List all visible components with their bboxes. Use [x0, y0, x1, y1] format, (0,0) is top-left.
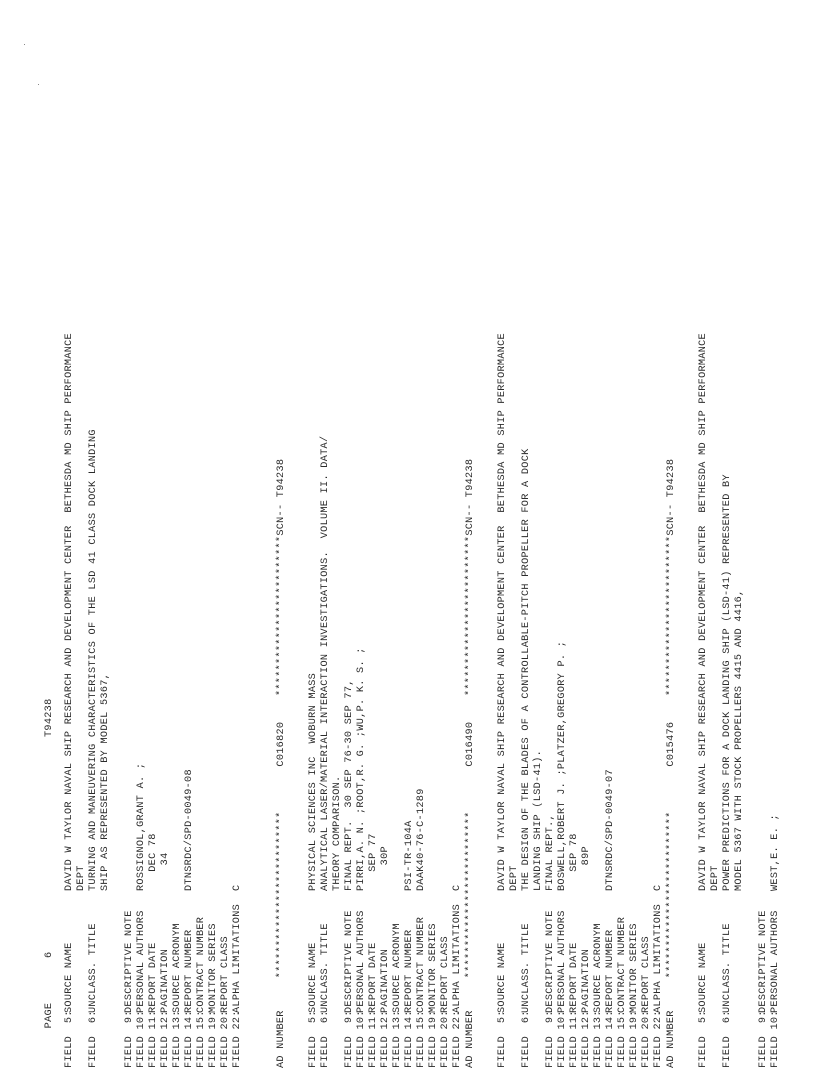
field-value: DEPT [710, 865, 721, 891]
field-name: CONTRACT NUMBER [196, 916, 207, 1013]
page-label: PAGE [44, 1002, 55, 1029]
field-number: FIELD 5: [497, 1010, 508, 1068]
field-name: REPORT NUMBER [404, 929, 415, 1013]
field-value: LANDING SHIP (LSD-41). [533, 749, 544, 891]
field-value: C [653, 884, 664, 891]
field-name: UNCLASS. TITLE [722, 923, 733, 1013]
ad-number-separator: AD NUMBER ************************** C015476 *************************SCN-- T94238 [666, 458, 677, 1068]
field-number: FIELD 22: [653, 1010, 664, 1068]
field-name: SOURCE ACRONYM [593, 923, 604, 1013]
field-value: SEP 78 [569, 833, 580, 891]
field-name: DESCRIPTIVE NOTE [344, 910, 355, 1013]
field-number: FIELD 6: [88, 1010, 99, 1068]
field-value: C [232, 884, 243, 891]
field-value: THE DESIGN OF THE BLADES OF A CONTROLLABLE-PITCH PROPELLER FOR A DOCK [521, 448, 532, 891]
field-value: THEORY COMPARISON. [332, 775, 343, 891]
field-name: SOURCE NAME [698, 942, 709, 1013]
field-value: C [452, 884, 463, 891]
field-name: UNCLASS. TITLE [521, 923, 532, 1013]
field-value: DAAK40-76-C-1289 [416, 788, 427, 891]
field-name: REPORT DATE [368, 942, 379, 1013]
field-value: PHYSICAL SCIENCES INC WOBURN MASS [308, 672, 319, 891]
field-name: REPORT NUMBER [184, 929, 195, 1013]
field-name: SOURCE NAME [308, 942, 319, 1013]
field-number: FIELD 11: [569, 1010, 580, 1068]
field-name: REPORT NUMBER [605, 929, 616, 1013]
scan-speck [24, 44, 25, 45]
field-value: POWER PREDICTIONS FOR A DOCK LANDING SHIP (LSD-41) REPRESENTED BY [722, 474, 733, 891]
field-value: DEPT [509, 865, 520, 891]
field-value: 89P [581, 846, 592, 891]
field-name: SOURCE ACRONYM [392, 923, 403, 1013]
field-number: FIELD 12: [380, 1010, 391, 1068]
field-number: FIELD 9: [124, 1010, 135, 1068]
field-number: FIELD 15: [196, 1010, 207, 1068]
field-number: FIELD 11: [148, 1010, 159, 1068]
field-name: ALPHA LIMITATIONS [232, 903, 243, 1013]
field-name: REPORT CLASS [440, 936, 451, 1013]
field-value: DAVID W TAYLOR NAVAL SHIP RESEARCH AND DEVELOPMENT CENTER BETHESDA MD SHIP PERFORMANCE [497, 333, 508, 891]
field-name: SOURCE NAME [64, 942, 75, 1013]
field-value: PSI-TR-104A [404, 820, 415, 891]
field-value: SEP 77 [368, 833, 379, 891]
field-number: FIELD 13: [593, 1010, 604, 1068]
field-value: SHIP AS REPRESENTED BY MODEL 5367, [100, 672, 111, 891]
scan-speck [38, 84, 39, 85]
field-name: MONITOR SERIES [428, 923, 439, 1013]
field-number: FIELD 6: [320, 1010, 331, 1068]
field-name: DESCRIPTIVE NOTE [124, 910, 135, 1013]
field-number: FIELD 12: [160, 1010, 171, 1068]
field-value: FINAL REPT., [545, 814, 556, 891]
field-name: DESCRIPTIVE NOTE [758, 910, 769, 1013]
field-name: REPORT DATE [148, 942, 159, 1013]
ad-number-separator: AD NUMBER ************************** C016490 *************************SCN-- T94238 [465, 458, 476, 1068]
page-header [32, 698, 68, 1054]
field-name: REPORT CLASS [220, 936, 231, 1013]
field-number: FIELD 5: [698, 1010, 709, 1068]
field-name: PAGINATION [581, 948, 592, 1013]
field-value: DAVID W TAYLOR NAVAL SHIP RESEARCH AND DEVELOPMENT CENTER BETHESDA MD SHIP PERFORMANCE [64, 333, 75, 891]
field-name: CONTRACT NUMBER [416, 916, 427, 1013]
field-number: FIELD 19: [629, 1010, 640, 1068]
field-value: MODEL 5367 WITH STOCK PROPELLERS 4415 AND 4416, [734, 589, 745, 891]
field-name: UNCLASS. TITLE [88, 923, 99, 1013]
field-number: FIELD 19: [428, 1010, 439, 1068]
field-value: 34 [160, 852, 171, 891]
field-value: PIRRI,A. N. ;ROOT,R. G. ;WU,P. K. S. ; [356, 647, 367, 891]
field-name: PERSONAL AUTHORS [770, 910, 781, 1013]
field-name: PERSONAL AUTHORS [356, 910, 367, 1013]
field-number: FIELD 10: [136, 1010, 147, 1068]
field-name: REPORT DATE [569, 942, 580, 1013]
field-name: CONTRACT NUMBER [617, 916, 628, 1013]
field-number: FIELD 19: [208, 1010, 219, 1068]
field-name: UNCLASS. TITLE [320, 923, 331, 1013]
field-name: MONITOR SERIES [208, 923, 219, 1013]
field-value: ROSSIGNOL,GRANT A. ; [136, 762, 147, 891]
field-number: FIELD 10: [356, 1010, 367, 1068]
field-number: FIELD 14: [605, 1010, 616, 1068]
field-name: MONITOR SERIES [629, 923, 640, 1013]
field-value: 30P [380, 846, 391, 891]
field-number: FIELD 22: [452, 1010, 463, 1068]
field-number: FIELD 20: [641, 1010, 652, 1068]
field-number: FIELD 9: [758, 1010, 769, 1068]
field-value: DTNSRDC/SPD-0049-07 [605, 769, 616, 891]
field-number: FIELD 6: [722, 1010, 733, 1068]
field-value: DEPT [76, 865, 87, 891]
field-name: PAGINATION [160, 948, 171, 1013]
field-value: BOSWELL,ROBERT J. ;PLATZER,GREGORY P. ; [557, 640, 568, 891]
field-value: DAVID W TAYLOR NAVAL SHIP RESEARCH AND DEVELOPMENT CENTER BETHESDA MD SHIP PERFORMANCE [698, 333, 709, 891]
field-name: PAGINATION [380, 948, 391, 1013]
field-number: FIELD 10: [770, 1010, 781, 1068]
field-name: SOURCE ACRONYM [172, 923, 183, 1013]
field-name: SOURCE NAME [497, 942, 508, 1013]
field-value: DTNSRDC/SPD-0049-08 [184, 769, 195, 891]
field-name: PERSONAL AUTHORS [557, 910, 568, 1013]
field-value: TURNING AND MANEUVERING CHARACTERISTICS OF THE LSD 41 CLASS DOCK LANDING [88, 429, 99, 891]
field-number: FIELD 10: [557, 1010, 568, 1068]
field-number: FIELD 15: [416, 1010, 427, 1068]
field-number: FIELD 5: [308, 1010, 319, 1068]
field-value: WEST,E. E. ; [770, 814, 781, 891]
ad-number-separator: AD NUMBER ************************** C016820 *************************SCN-- T94238 [276, 458, 287, 1068]
field-name: PERSONAL AUTHORS [136, 910, 147, 1013]
field-number: FIELD 20: [440, 1010, 451, 1068]
field-name: ALPHA LIMITATIONS [653, 903, 664, 1013]
field-number: FIELD 13: [392, 1010, 403, 1068]
field-number: FIELD 14: [184, 1010, 195, 1068]
field-name: DESCRIPTIVE NOTE [545, 910, 556, 1013]
field-number: FIELD 6: [521, 1010, 532, 1068]
field-value: ANALYTICAL LASER/MATERIAL INTERACTION INVESTIGATIONS. VOLUME II. DATA/ [320, 435, 331, 891]
page-number: 6 [44, 951, 55, 958]
field-name: ALPHA LIMITATIONS [452, 903, 463, 1013]
field-value: DEC 78 [148, 833, 159, 891]
report-code: T94238 [44, 698, 55, 737]
field-number: FIELD 11: [368, 1010, 379, 1068]
field-number: FIELD 9: [545, 1010, 556, 1068]
field-number: FIELD 12: [581, 1010, 592, 1068]
field-number: FIELD 5: [64, 1010, 75, 1068]
field-number: FIELD 13: [172, 1010, 183, 1068]
field-number: FIELD 9: [344, 1010, 355, 1068]
field-value: FINAL REPT. 30 SEP 76-30 SEP 77, [344, 679, 355, 891]
field-number: FIELD 20: [220, 1010, 231, 1068]
field-number: FIELD 14: [404, 1010, 415, 1068]
field-number: FIELD 15: [617, 1010, 628, 1068]
field-name: REPORT CLASS [641, 936, 652, 1013]
field-number: FIELD 22: [232, 1010, 243, 1068]
